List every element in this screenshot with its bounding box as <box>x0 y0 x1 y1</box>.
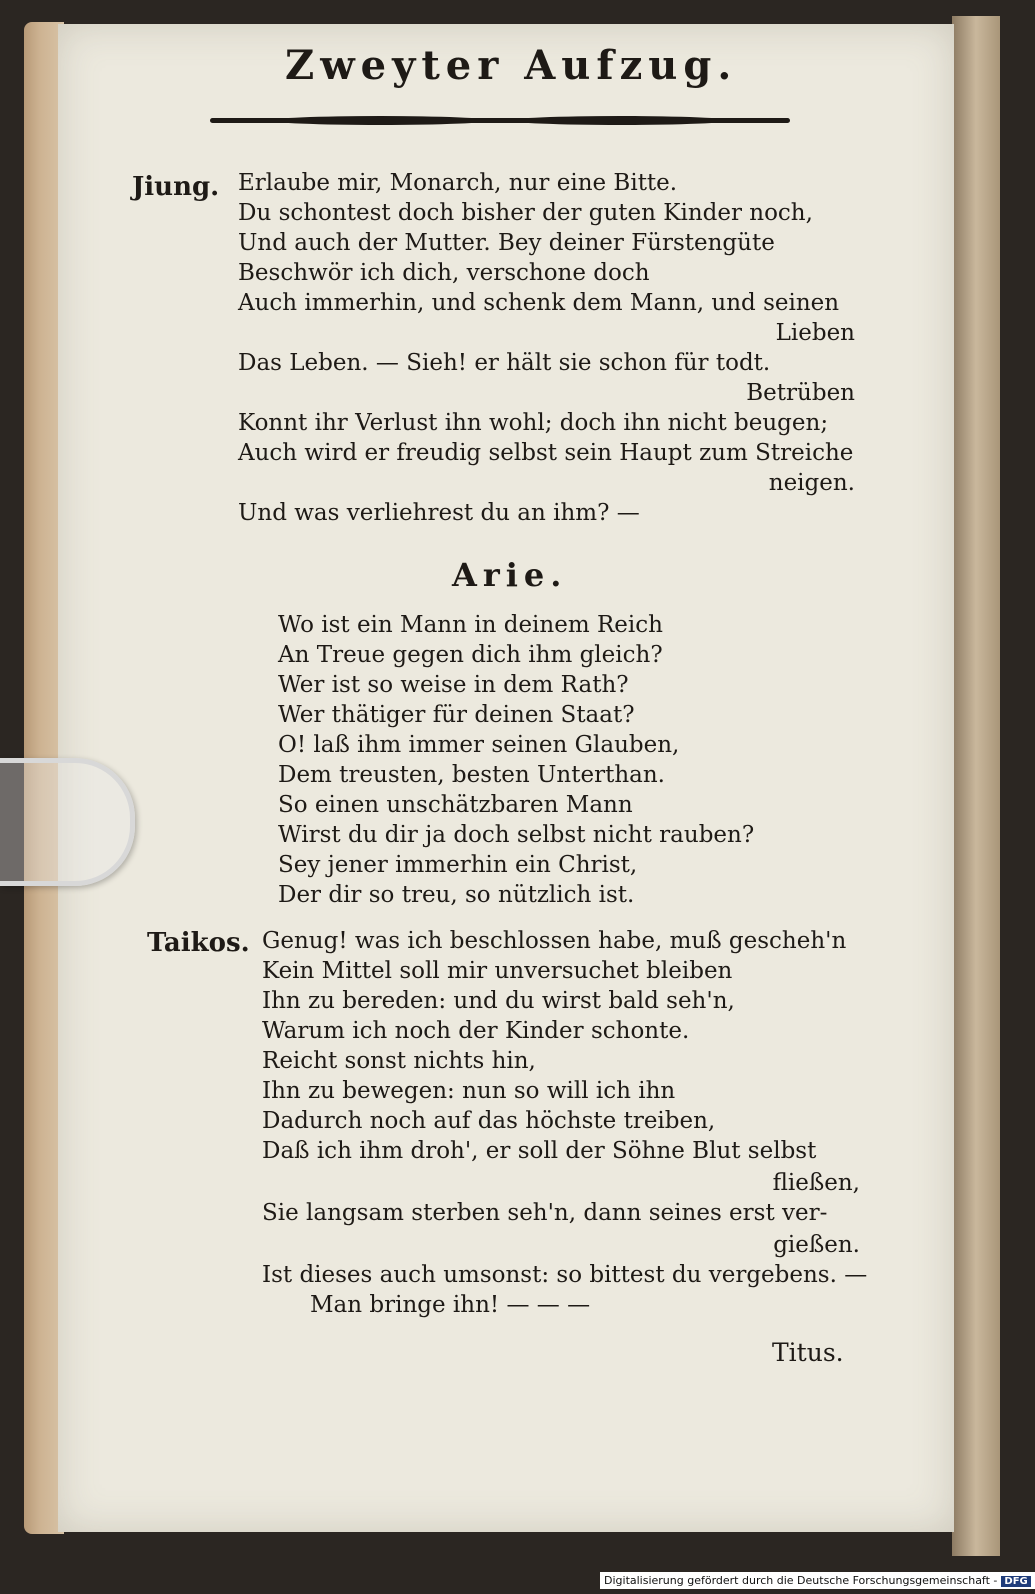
verse-line: Auch immerhin, und schenk dem Mann, und seinen <box>238 290 840 316</box>
verse-line: Daß ich ihm droh', er soll der Söhne Blut selbst <box>262 1138 817 1164</box>
aria-line: O! laß ihm immer seinen Glauben, <box>278 732 680 758</box>
verse-line: Ist dieses auch umsonst: so bittest du vergebens. — <box>262 1262 868 1288</box>
verse-line: Ihn zu bereden: und du wirst bald seh'n, <box>262 988 735 1014</box>
credit-text: Digitalisierung gefördert durch die Deutsche Forschungsgemeinschaft - <box>604 1574 998 1587</box>
aria-line: Wo ist ein Mann in deinem Reich <box>278 612 663 638</box>
verse-line: Kein Mittel soll mir unversuchet bleiben <box>262 958 733 984</box>
heading-rule <box>210 118 790 123</box>
aria-line: Dem treusten, besten Unterthan. <box>278 762 665 788</box>
verse-line: Man bringe ihn! — — — <box>310 1292 591 1318</box>
dfg-logo-icon: DFG <box>1001 1576 1030 1587</box>
page-clip <box>0 758 135 886</box>
verse-line: Erlaube mir, Monarch, nur eine Bitte. <box>238 170 678 196</box>
aria-title: Arie. <box>452 556 568 594</box>
verse-line: Und was verliehrest du an ihm? — <box>238 500 640 526</box>
verse-line: Genug! was ich beschlossen habe, muß gescheh'n <box>262 928 847 954</box>
catchword: Titus. <box>772 1338 844 1367</box>
verse-line: fließen, <box>772 1170 860 1196</box>
verse-line: gießen. <box>773 1232 860 1258</box>
verse-line: Auch wird er freudig selbst sein Haupt zum Streiche <box>238 440 854 466</box>
verse-line: Dadurch noch auf das höchste treiben, <box>262 1108 716 1134</box>
next-page-edge <box>952 16 1000 1556</box>
verse-line: Du schontest doch bisher der guten Kinder noch, <box>238 200 813 226</box>
aria-line: Der dir so treu, so nützlich ist. <box>278 882 635 908</box>
aria-line: Wer thätiger für deinen Staat? <box>278 702 635 728</box>
aria-line: So einen unschätzbaren Mann <box>278 792 633 818</box>
verse-line: Reicht sonst nichts hin, <box>262 1048 536 1074</box>
page-heading: Zweyter Aufzug. <box>285 42 738 89</box>
aria-line: An Treue gegen dich ihm gleich? <box>278 642 663 668</box>
verse-line: Lieben <box>775 320 855 346</box>
digitization-credit <box>600 1572 1035 1589</box>
speaker-jiung: Jiung. <box>132 172 220 202</box>
speaker-taikos: Taikos. <box>147 928 250 958</box>
verse-line: Betrüben <box>746 380 855 406</box>
aria-line: Sey jener immerhin ein Christ, <box>278 852 638 878</box>
verse-line: Warum ich noch der Kinder schonte. <box>262 1018 690 1044</box>
verse-line: Das Leben. — Sieh! er hält sie schon für todt. <box>238 350 771 376</box>
verse-line: Ihn zu bewegen: nun so will ich ihn <box>262 1078 676 1104</box>
verse-line: Konnt ihr Verlust ihn wohl; doch ihn nicht beugen; <box>238 410 829 436</box>
verse-line: Und auch der Mutter. Bey deiner Fürstengüte <box>238 230 775 256</box>
aria-line: Wirst du dir ja doch selbst nicht rauben? <box>278 822 755 848</box>
aria-line: Wer ist so weise in dem Rath? <box>278 672 629 698</box>
verse-line: Sie langsam sterben seh'n, dann seines erst ver- <box>262 1200 828 1226</box>
verse-line: neigen. <box>768 470 855 496</box>
verse-line: Beschwör ich dich, verschone doch <box>238 260 650 286</box>
